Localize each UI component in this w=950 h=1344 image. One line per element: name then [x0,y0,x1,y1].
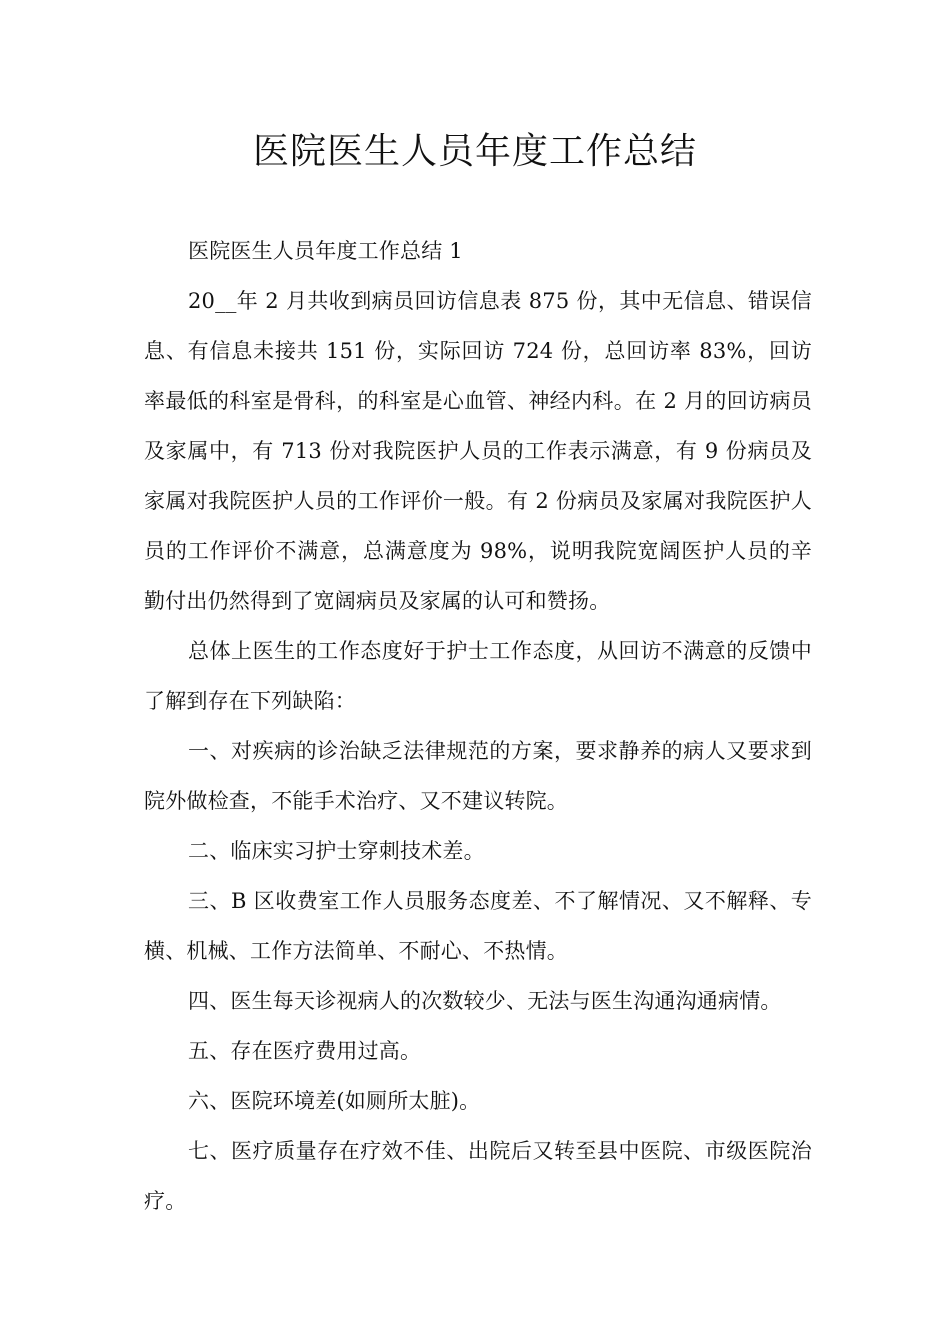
paragraph-item-2: 二、临床实习护士穿刺技术差。 [188,839,485,863]
document-body [144,226,812,1226]
paragraph-visit-statistics: 20__年 2 月共收到病员回访信息表 875 份，其中无信息、错误信息、有信息未接共 151 份，实际回访 724 份，总回访率 83%，回访率最低的科室是骨科，的科室是心血管、神经内科。在 2 月的回访病员及家属中，有 713 份对我院医护人员的工作表示满意，有 9 份病员及家属对我院医护人员的工作评价一般。有 2 份病员及家属对我院医护人员的工作评价不满意，总满意度为 98%，说明我院宽阔医护人员的辛勤付出仍然得到了宽阔病员及家属的认可和赞扬。 [144,289,812,613]
paragraph-overview: 总体上医生的工作态度好于护士工作态度，从回访不满意的反馈中了解到存在下列缺陷： [144,639,812,713]
paragraph-item-1: 一、对疾病的诊治缺乏法律规范的方案，要求静养的病人又要求到院外做检查，不能手术治疗、又不建议转院。 [144,739,812,813]
document-title: 医院医生人员年度工作总结 [252,131,697,172]
paragraph-item-5: 五、存在医疗费用过高。 [188,1039,422,1063]
section-heading: 医院医生人员年度工作总结 1 [188,239,463,263]
paragraph-item-6: 六、医院环境差(如厕所太脏)。 [188,1089,481,1113]
paragraph-item-4: 四、医生每天诊视病人的次数较少、无法与医生沟通沟通病情。 [188,989,782,1013]
paragraph-item-7: 七、医疗质量存在疗效不佳、出院后又转至县中医院、市级医院治疗。 [144,1139,812,1213]
paragraph-item-3: 三、B 区收费室工作人员服务态度差、不了解情况、又不解释、专横、机械、工作方法简单、不耐心、不热情。 [144,889,812,963]
